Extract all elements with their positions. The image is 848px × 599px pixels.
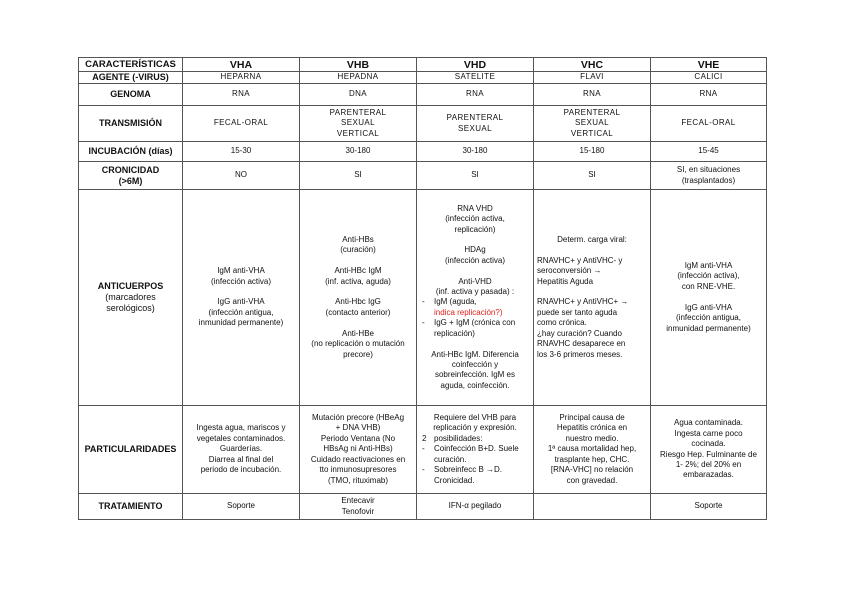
bullet-marker: - — [422, 465, 425, 475]
tratamiento-vhb — [300, 494, 417, 520]
tratamiento-vhd: IFN-α pegilado — [417, 494, 534, 520]
cell-line: (TMO, rituximab) — [328, 475, 388, 485]
cell-line: cocinada. — [691, 439, 726, 449]
cell-line: HDAg — [464, 245, 486, 255]
row-label-line: (>6M) — [118, 175, 143, 186]
cell-line: replicación) — [454, 224, 496, 234]
row-label-anticuerpos — [79, 190, 183, 406]
incubacion-vhb: 30-180 — [300, 142, 417, 162]
cell-line: (inf. activa y pasada) : — [435, 287, 515, 297]
cell-line: Ingesta agua, mariscos y — [196, 423, 286, 433]
row-genoma — [79, 84, 767, 106]
header-vhc: VHC — [534, 58, 651, 72]
cell-line: SEXUAL — [341, 118, 375, 128]
row-incubacion — [79, 142, 767, 162]
anticuerpos-vhb — [300, 190, 417, 406]
spacer — [537, 287, 647, 297]
cell-line: vegetales contaminados. — [196, 433, 286, 443]
cell-line: ¿hay curación? Cuando — [537, 328, 622, 338]
cell-line: Anti-HBc IgM. Diferencia — [431, 349, 519, 359]
incubacion-vha: 15-30 — [183, 142, 300, 162]
row-label-agente: AGENTE (-VIRUS) — [79, 72, 183, 84]
row-cronicidad — [79, 162, 767, 190]
cell-line: 1ª causa mortalidad hep, — [547, 444, 637, 454]
anticuerpos-vhc — [534, 190, 651, 406]
cell-line: Diarrea al final del — [208, 454, 274, 464]
cell-line: Riesgo Hep. Fulminante de — [660, 449, 757, 459]
bullet-item — [420, 465, 530, 486]
cell-line: Hepatitis crónica en — [556, 423, 628, 433]
cell-line: IgM anti-VHA — [684, 261, 733, 271]
cell-line: Determ. carga viral: — [557, 235, 627, 245]
cell-line: Hepatitis Aguda — [537, 276, 594, 286]
cell-line: puede ser tanto aguda — [537, 307, 618, 317]
cell-line: inmunidad permanente) — [198, 318, 284, 328]
cell-line: + DNA VHB) — [335, 423, 381, 433]
bullet-item — [420, 297, 530, 318]
genoma-vhc: RNA — [534, 84, 651, 106]
row-particularidades — [79, 406, 767, 494]
row-transmision — [79, 106, 767, 142]
cronicidad-vhe — [651, 162, 767, 190]
cell-line: (curación) — [340, 245, 376, 255]
bullet-text: Sobreinfecc B →D. Cronicidad. — [434, 465, 503, 485]
cell-line: inmunidad permanente) — [666, 323, 751, 333]
cell-line: Ingesta carne poco — [674, 428, 743, 438]
cell-line: (no replicación o mutación — [311, 339, 405, 349]
cell-line: (infección activa) — [210, 276, 272, 286]
genoma-vhb: DNA — [300, 84, 417, 106]
header-vhb: VHB — [300, 58, 417, 72]
cell-line: coinfección y — [451, 359, 499, 369]
row-label-line: ANTICUERPOS — [97, 281, 164, 291]
spacer — [420, 339, 530, 349]
cell-line: (infección antigua, — [208, 307, 274, 317]
bullet-marker: - — [422, 318, 425, 328]
particularidades-vhe — [651, 406, 767, 494]
particularidades-vha — [183, 406, 300, 494]
cell-line: Periodo Ventana (No — [320, 433, 396, 443]
spacer — [537, 245, 647, 255]
row-label-transmision: TRANSMISIÓN — [79, 106, 183, 142]
cell-line: Anti-HBs — [342, 235, 374, 245]
header-vhe: VHE — [651, 58, 767, 72]
header-vhd: VHD — [417, 58, 534, 72]
cell-line: PARENTERAL — [563, 107, 621, 117]
cell-line: (infección activa) — [444, 255, 506, 265]
spacer — [420, 266, 530, 276]
cell-line: (infección activa), — [677, 271, 740, 281]
cell-line: IgG anti-VHA — [217, 297, 265, 307]
numbered-item — [420, 434, 530, 444]
transmision-vhd — [417, 106, 534, 142]
cell-line: trasplante hep, CHC. — [554, 454, 630, 464]
transmision-vha: FECAL-ORAL — [183, 106, 300, 142]
row-anticuerpos — [79, 190, 767, 406]
spacer — [303, 318, 413, 328]
bullet-item — [420, 318, 530, 339]
incubacion-vhd: 30-180 — [417, 142, 534, 162]
row-label-tratamiento: TRATAMIENTO — [79, 494, 183, 520]
cell-line: replicación y expresión. — [433, 423, 517, 433]
header-vha: VHA — [183, 58, 300, 72]
agente-vhe: CALICI — [651, 72, 767, 84]
cell-line: IgM anti-VHA — [217, 266, 265, 276]
cell-line: sobreinfección. IgM es — [434, 370, 516, 380]
cell-line: los 3-6 primeros meses. — [537, 349, 623, 359]
agente-vha: HEPARNA — [183, 72, 300, 84]
spacer — [303, 287, 413, 297]
tratamiento-vha: Soporte — [183, 494, 300, 520]
particularidades-vhb — [300, 406, 417, 494]
row-tratamiento — [79, 494, 767, 520]
cell-line: (trasplantados) — [681, 175, 736, 185]
cell-line: [RNA-VHC] no relación — [550, 465, 634, 475]
cell-line: Anti-VHD — [458, 276, 492, 286]
tratamiento-vhe: Soporte — [651, 494, 767, 520]
hepatitis-comparison-table — [78, 57, 767, 520]
spacer — [186, 287, 296, 297]
incubacion-vhc: 15-180 — [534, 142, 651, 162]
tratamiento-vhc — [534, 494, 651, 520]
cronicidad-vhc: SI — [534, 162, 651, 190]
cell-line: Mutación precore (HBeAg — [311, 413, 405, 423]
agente-vhc: FLAVI — [534, 72, 651, 84]
cell-line: Anti-Hbc IgG — [335, 297, 381, 307]
bullet-marker: - — [422, 297, 425, 307]
row-label-particularidades: PARTICULARIDADES — [79, 406, 183, 494]
cell-line: IgG anti-VHA — [684, 302, 733, 312]
cell-line: (infección antigua, — [676, 313, 741, 323]
bullet-marker: - — [422, 444, 425, 454]
spacer — [420, 235, 530, 245]
cell-line: con gravedad. — [566, 475, 618, 485]
anticuerpos-vhe — [651, 190, 767, 406]
agente-vhb: HEPADNA — [300, 72, 417, 84]
header-row — [79, 58, 767, 72]
genoma-vha: RNA — [183, 84, 300, 106]
transmision-vhe: FECAL-ORAL — [651, 106, 767, 142]
cell-line: precore) — [343, 349, 373, 359]
cell-line: periodo de incubación. — [200, 465, 282, 475]
cell-line: Guarderías. — [219, 444, 263, 454]
cronicidad-vhd: SI — [417, 162, 534, 190]
transmision-vhc — [534, 106, 651, 142]
cell-line: SI, en situaciones — [676, 165, 741, 175]
particularidades-vhd — [417, 406, 534, 494]
spacer — [303, 256, 413, 266]
bullet-text: IgG + IgM (crónica con replicación) — [434, 318, 516, 338]
cell-line: SEXUAL — [458, 123, 492, 133]
cell-line: HBsAg ni Anti-HBs) — [323, 444, 393, 454]
cell-line: aguda, coinfección. — [440, 380, 510, 390]
cell-line: RNAVHC+ y AntiVHC+ → — [537, 297, 629, 307]
cell-line: 1- 2%; del 20% en — [675, 459, 742, 469]
transmision-vhb — [300, 106, 417, 142]
cell-line: Anti-HBc IgM — [334, 266, 382, 276]
cell-line: (infección activa, — [445, 214, 505, 224]
incubacion-vhe: 15-45 — [651, 142, 767, 162]
cell-line: (contacto anterior) — [325, 307, 391, 317]
header-caracteristicas: CARACTERÍSTICAS — [79, 58, 183, 72]
cell-line: Anti-HBe — [341, 328, 374, 338]
bullet-text: IgM (aguda, — [434, 297, 477, 307]
cell-line: seroconversión → — [537, 266, 602, 276]
cell-line: como crónica. — [537, 318, 587, 328]
cell-line: (inf. activa, aguda) — [325, 276, 391, 286]
cell-line: tto inmunosupresores — [319, 465, 397, 475]
cronicidad-vha: NO — [183, 162, 300, 190]
cell-line: Entecavir — [341, 496, 375, 506]
agente-vhd: SATELITE — [417, 72, 534, 84]
bullet-item — [420, 444, 530, 465]
cell-line: nuestro medio. — [565, 433, 619, 443]
bullet-text: Coinfección B+D. Suele curación. — [434, 444, 519, 464]
anticuerpos-vhd — [417, 190, 534, 406]
row-label-incubacion: INCUBACIÓN (días) — [79, 142, 183, 162]
cell-line: embarazadas. — [683, 470, 734, 480]
item-text: posibilidades: — [434, 433, 483, 443]
spacer — [654, 292, 763, 302]
anticuerpos-vha — [183, 190, 300, 406]
cell-line: Principal causa de — [559, 413, 625, 423]
cell-line: VERTICAL — [570, 128, 614, 138]
cell-line: Requiere del VHB para — [433, 413, 517, 423]
cell-line: SEXUAL — [575, 118, 609, 128]
genoma-vhd: RNA — [417, 84, 534, 106]
cell-line: Agua contaminada. — [674, 418, 743, 428]
cell-line: PARENTERAL — [329, 107, 387, 117]
particularidades-vhc — [534, 406, 651, 494]
cell-line: VERTICAL — [336, 128, 380, 138]
item-number: 2 — [422, 433, 427, 443]
highlight-text: indica replicación?) — [434, 307, 503, 317]
row-label-line: serológicos) — [106, 303, 155, 313]
genoma-vhe: RNA — [651, 84, 767, 106]
row-label-cronicidad — [79, 162, 183, 190]
cronicidad-vhb: SI — [300, 162, 417, 190]
cell-line: PARENTERAL — [446, 113, 504, 123]
row-label-genoma: GENOMA — [79, 84, 183, 106]
cell-line: Cuidado reactivaciones en — [310, 454, 406, 464]
row-label-line: (marcadores — [105, 292, 156, 302]
row-agente — [79, 72, 767, 84]
cell-line: Tenofovir — [341, 506, 375, 516]
cell-line: RNAVHC+ y AntiVHC- y — [537, 255, 623, 265]
row-label-line: CRONICIDAD — [101, 164, 160, 175]
cell-line: RNA VHD — [457, 203, 493, 213]
cell-line: RNAVHC desaparece en — [537, 339, 626, 349]
cell-line: con RNE-VHE. — [681, 281, 736, 291]
